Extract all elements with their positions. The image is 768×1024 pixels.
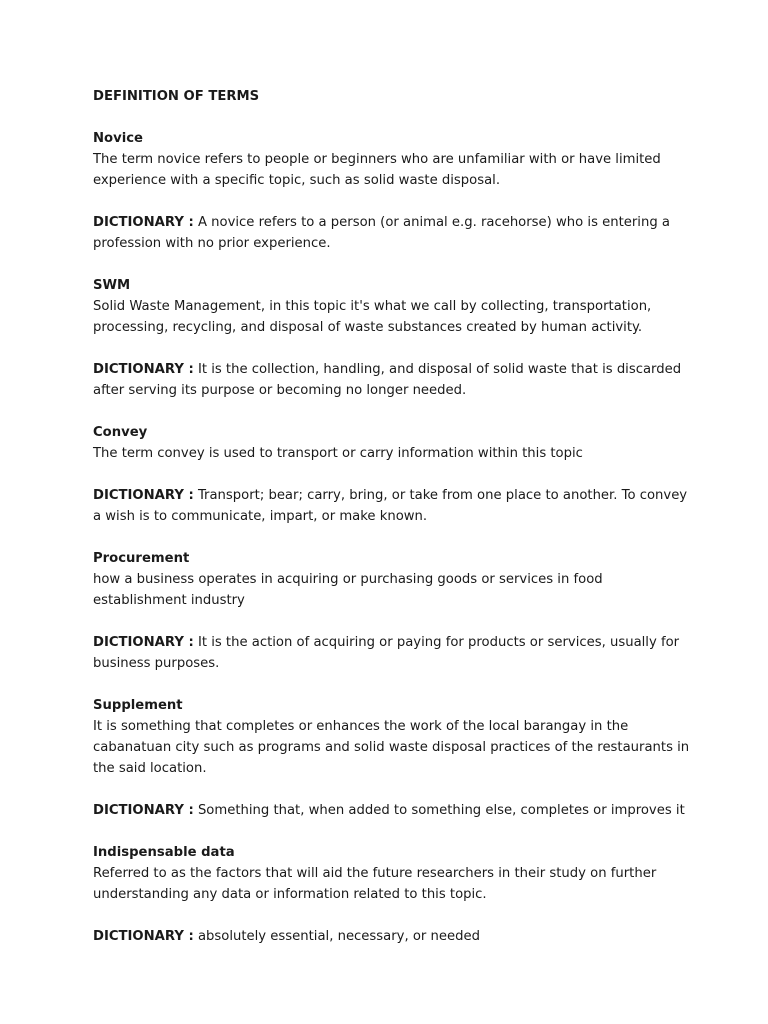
- dictionary-label: DICTIONARY :: [93, 635, 194, 650]
- term-name: Procurement: [93, 551, 190, 566]
- dictionary-text: It is the collection, handling, and disposal of solid waste that is discarded after serving its purpose or becoming no longer needed.: [93, 362, 682, 398]
- term-name: Novice: [93, 131, 143, 146]
- term-name: Convey: [93, 425, 148, 440]
- term-description: how a business operates in acquiring or purchasing goods or services in food establishment industry: [93, 572, 603, 608]
- term-description: The term novice refers to people or beginners who are unfamiliar with or have limited experience with a specific topic, such as solid waste disposal.: [93, 152, 661, 188]
- term-convey: [93, 422, 693, 464]
- term-swm: [93, 275, 693, 338]
- document-title: DEFINITION OF TERMS: [93, 89, 260, 104]
- dictionary-definition-convey: [93, 485, 693, 527]
- dictionary-text: It is the action of acquiring or paying for products or services, usually for business purposes.: [93, 635, 680, 671]
- term-description: The term convey is used to transport or carry information within this topic: [93, 446, 583, 461]
- term-name: Indispensable data: [93, 845, 235, 860]
- dictionary-text: Transport; bear; carry, bring, or take from one place to another. To convey a wish is to communicate, impart, or make known.: [93, 488, 688, 524]
- dictionary-label: DICTIONARY :: [93, 215, 194, 230]
- term-name: SWM: [93, 278, 131, 293]
- term-name: Supplement: [93, 698, 183, 713]
- dictionary-definition-swm: [93, 359, 693, 401]
- dictionary-text: absolutely essential, necessary, or needed: [197, 929, 480, 944]
- dictionary-label: DICTIONARY :: [93, 362, 194, 377]
- term-procurement: [93, 548, 693, 611]
- dictionary-label: DICTIONARY :: [93, 929, 194, 944]
- dictionary-definition-procurement: [93, 632, 693, 674]
- dictionary-label: DICTIONARY :: [93, 803, 194, 818]
- term-description: Referred to as the factors that will aid the future researchers in their study on further understanding any data or information related to this topic.: [93, 866, 657, 902]
- dictionary-definition-supplement: [93, 800, 693, 821]
- term-description: Solid Waste Management, in this topic it's what we call by collecting, transportation, processing, recycling, and disposal of waste substances created by human activity.: [93, 299, 652, 335]
- dictionary-definition-novice: [93, 212, 693, 254]
- document-page: [93, 86, 693, 947]
- term-description: It is something that completes or enhances the work of the local barangay in the cabanatuan city such as programs and solid waste disposal practices of the restaurants in the said location.: [93, 719, 690, 776]
- term-supplement: [93, 695, 693, 779]
- term-indispensable-data: [93, 842, 693, 905]
- dictionary-definition-indispensable-data: [93, 926, 693, 947]
- dictionary-text: Something that, when added to something else, completes or improves it: [197, 803, 685, 818]
- dictionary-label: DICTIONARY :: [93, 488, 194, 503]
- dictionary-text: A novice refers to a person (or animal e.g. racehorse) who is entering a profession with no prior experience.: [93, 215, 670, 251]
- term-novice: [93, 128, 693, 191]
